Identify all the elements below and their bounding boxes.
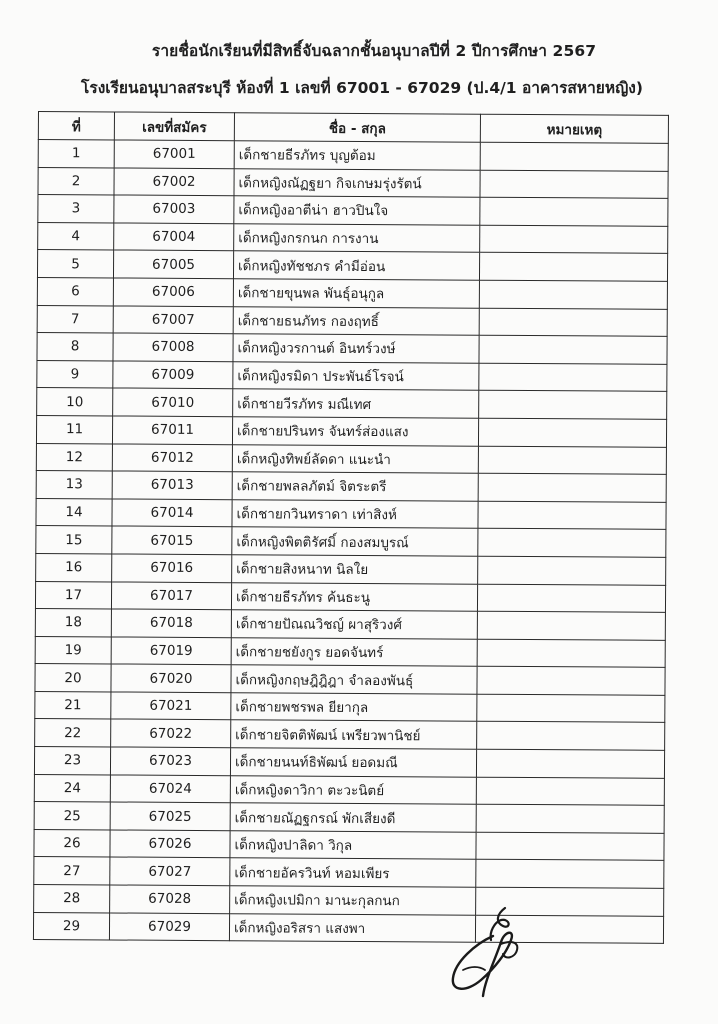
- cell-full-name: เด็กชายธีรภัทร บุญต้อม: [234, 141, 480, 170]
- cell-full-name: เด็กชายธนภัทร กองฤทธิ์: [233, 306, 479, 335]
- cell-full-name: เด็กชายสิงหนาท นิลใย: [232, 555, 478, 584]
- cell-application-id: 67004: [114, 223, 234, 251]
- cell-no: 1: [38, 140, 114, 168]
- cell-remark: [479, 391, 667, 420]
- table-row: [37, 388, 667, 419]
- cell-application-id: 67006: [113, 278, 233, 306]
- cell-remark: [478, 418, 666, 447]
- table-row: [36, 471, 666, 502]
- cell-full-name: เด็กชายปรินทร จันทร์ส่องแสง: [232, 417, 478, 446]
- cell-no: 27: [34, 857, 110, 885]
- cell-application-id: 67029: [109, 913, 229, 941]
- cell-remark: [477, 666, 665, 695]
- cell-application-id: 67010: [113, 388, 233, 416]
- table-row: [35, 581, 665, 612]
- cell-application-id: 67021: [111, 692, 231, 720]
- cell-no: 29: [33, 912, 109, 940]
- cell-full-name: เด็กชายพชรพล ยียากุล: [231, 693, 477, 722]
- cell-remark: [477, 611, 665, 640]
- cell-remark: [476, 860, 664, 889]
- table-row: [33, 912, 663, 943]
- cell-remark: [480, 225, 668, 254]
- table-row: [34, 774, 664, 805]
- table-header-row: [38, 112, 668, 144]
- cell-full-name: เด็กหญิงอาตีน่า ฮาวปินใจ: [234, 196, 480, 225]
- cell-application-id: 67019: [111, 637, 231, 665]
- cell-application-id: 67022: [111, 719, 231, 747]
- table-row: [36, 553, 666, 584]
- table-row: [36, 526, 666, 557]
- table-row: [34, 857, 664, 888]
- cell-remark: [477, 639, 665, 668]
- cell-no: 18: [35, 609, 111, 637]
- cell-no: 26: [34, 829, 110, 857]
- cell-application-id: 67020: [111, 664, 231, 692]
- cell-remark: [476, 777, 664, 806]
- cell-application-id: 67018: [111, 609, 231, 637]
- cell-no: 24: [34, 774, 110, 802]
- cell-application-id: 67001: [114, 140, 234, 168]
- cell-full-name: เด็กหญิงอริสรา แสงพา: [229, 913, 475, 942]
- cell-application-id: 67017: [111, 581, 231, 609]
- cell-no: 23: [34, 747, 110, 775]
- cell-remark: [476, 804, 664, 833]
- cell-application-id: 67003: [114, 195, 234, 223]
- cell-remark: [477, 694, 665, 723]
- table-row: [34, 829, 664, 860]
- cell-no: 9: [37, 360, 113, 388]
- cell-no: 21: [35, 691, 111, 719]
- cell-full-name: เด็กชายอัครวินท์ หอมเพียร: [230, 858, 476, 887]
- cell-full-name: เด็กชายพลลภัตม์ จิตระตรี: [232, 472, 478, 501]
- cell-remark: [479, 308, 667, 337]
- table-row: [34, 802, 664, 833]
- cell-full-name: เด็กชายวีรภัทร มณีเทศ: [233, 389, 479, 418]
- cell-remark: [478, 529, 666, 558]
- cell-full-name: เด็กชายณัฏฐกรณ์ พักเสียงดี: [230, 803, 476, 832]
- cell-application-id: 67011: [112, 416, 232, 444]
- cell-full-name: เด็กชายปัณณวิชญ์ ผาสุริวงศ์: [231, 610, 477, 639]
- cell-no: 19: [35, 636, 111, 664]
- cell-no: 5: [37, 250, 113, 278]
- cell-full-name: เด็กหญิงปาลิดา วิกุล: [230, 831, 476, 860]
- header-no: ที่: [38, 112, 114, 140]
- table-row: [35, 664, 665, 695]
- cell-remark: [478, 501, 666, 530]
- cell-no: 25: [34, 802, 110, 830]
- cell-remark: [479, 253, 667, 282]
- cell-application-id: 67027: [110, 857, 230, 885]
- cell-full-name: เด็กหญิงพิตติรัศมิ์ กองสมบูรณ์: [232, 527, 478, 556]
- cell-no: 7: [37, 305, 113, 333]
- table-row: [38, 195, 668, 226]
- cell-no: 17: [35, 581, 111, 609]
- document-header: [0, 38, 718, 100]
- table-row: [36, 498, 666, 529]
- header-remark: หมายเหตุ: [480, 114, 668, 143]
- header-full-name: ชื่อ - สกุล: [234, 113, 480, 143]
- table-row: [35, 609, 665, 640]
- cell-application-id: 67016: [112, 554, 232, 582]
- table-row: [36, 443, 666, 474]
- table-body: [33, 140, 668, 944]
- cell-full-name: เด็กหญิงทิพย์ลัดดา แนะนำ: [232, 444, 478, 473]
- cell-application-id: 67013: [112, 471, 232, 499]
- document-title: รายชื่อนักเรียนที่มีสิทธิ์จับฉลากชั้นอนุบาลปีที่ 2 ปีการศึกษา 2567: [151, 42, 597, 60]
- cell-full-name: เด็กชายนนท์ธิพัฒน์ ยอดมณี: [230, 748, 476, 777]
- cell-no: 10: [37, 388, 113, 416]
- cell-application-id: 67023: [110, 747, 230, 775]
- cell-remark: [480, 197, 668, 226]
- table-row: [34, 747, 664, 778]
- cell-remark: [478, 556, 666, 585]
- cell-application-id: 67026: [110, 830, 230, 858]
- table-row: [34, 885, 664, 916]
- cell-no: 11: [36, 415, 112, 443]
- table-row: [38, 140, 668, 171]
- cell-full-name: เด็กหญิงเปมิกา มานะกุลกนก: [230, 886, 476, 915]
- cell-no: 2: [38, 167, 114, 195]
- cell-full-name: เด็กหญิงดาวิกา ตะวะนิตย์: [230, 775, 476, 804]
- cell-remark: [479, 335, 667, 364]
- table-row: [37, 305, 667, 336]
- cell-remark: [477, 584, 665, 613]
- handwritten-signature-icon: [445, 900, 555, 1010]
- cell-application-id: 67002: [114, 168, 234, 196]
- cell-remark: [478, 473, 666, 502]
- cell-full-name: เด็กหญิงกฤษฎิฎิฎา จำลองพันธุ์: [231, 665, 477, 694]
- table-row: [37, 277, 667, 308]
- cell-remark: [480, 142, 668, 171]
- table-row: [37, 250, 667, 281]
- cell-remark: [477, 722, 665, 751]
- cell-no: 15: [36, 526, 112, 554]
- cell-full-name: เด็กชายชยังกูร ยอดจันทร์: [231, 637, 477, 666]
- cell-no: 28: [34, 885, 110, 913]
- cell-no: 14: [36, 498, 112, 526]
- table-row: [35, 719, 665, 750]
- cell-full-name: เด็กหญิงวรกานต์ อินทร์วงษ์: [233, 334, 479, 363]
- cell-application-id: 67025: [110, 802, 230, 830]
- student-roster-table: [33, 111, 669, 944]
- cell-application-id: 67012: [112, 443, 232, 471]
- header-application-id: เลขที่สมัคร: [114, 112, 234, 141]
- cell-no: 13: [36, 471, 112, 499]
- table-row: [38, 167, 668, 198]
- table-row: [38, 222, 668, 253]
- table-row: [37, 333, 667, 364]
- cell-application-id: 67007: [113, 306, 233, 334]
- cell-no: 4: [38, 222, 114, 250]
- document-subtitle: โรงเรียนอนุบาลสระบุรี ห้องที่ 1 เลขที่ 67001 - 67029 (ป.4/1 อาคารสหายหญิง): [81, 79, 643, 97]
- cell-no: 22: [35, 719, 111, 747]
- cell-application-id: 67005: [113, 250, 233, 278]
- cell-no: 16: [36, 553, 112, 581]
- cell-full-name: เด็กหญิงทัชชภร คำมีอ่อน: [233, 251, 479, 280]
- cell-application-id: 67008: [113, 333, 233, 361]
- cell-application-id: 67014: [112, 499, 232, 527]
- cell-remark: [478, 446, 666, 475]
- table-row: [35, 691, 665, 722]
- cell-no: 3: [38, 195, 114, 223]
- cell-no: 12: [36, 443, 112, 471]
- cell-remark: [476, 749, 664, 778]
- cell-no: 8: [37, 333, 113, 361]
- cell-full-name: เด็กชายขุนพล พันธุ์อนุกูล: [233, 279, 479, 308]
- cell-remark: [479, 280, 667, 309]
- cell-full-name: เด็กชายธีรภัทร ค้นธะนู: [231, 582, 477, 611]
- cell-application-id: 67015: [112, 526, 232, 554]
- cell-full-name: เด็กชายจิตติพัฒน์ เพรียวพานิชย์: [231, 720, 477, 749]
- cell-full-name: เด็กชายกวินทราดา เท่าสิงห์: [232, 499, 478, 528]
- table-row: [36, 415, 666, 446]
- table-row: [37, 360, 667, 391]
- cell-no: 20: [35, 664, 111, 692]
- table-row: [35, 636, 665, 667]
- cell-full-name: เด็กหญิงณัฏฐยา กิจเกษมรุ่งรัตน์: [234, 168, 480, 197]
- cell-no: 6: [37, 277, 113, 305]
- cell-application-id: 67028: [110, 885, 230, 913]
- cell-full-name: เด็กหญิงรมิดา ประพันธ์โรจน์: [233, 361, 479, 390]
- cell-application-id: 67024: [110, 775, 230, 803]
- cell-application-id: 67009: [113, 361, 233, 389]
- cell-full-name: เด็กหญิงกรกนก การงาน: [234, 223, 480, 252]
- cell-remark: [476, 832, 664, 861]
- cell-remark: [480, 170, 668, 199]
- cell-remark: [479, 363, 667, 392]
